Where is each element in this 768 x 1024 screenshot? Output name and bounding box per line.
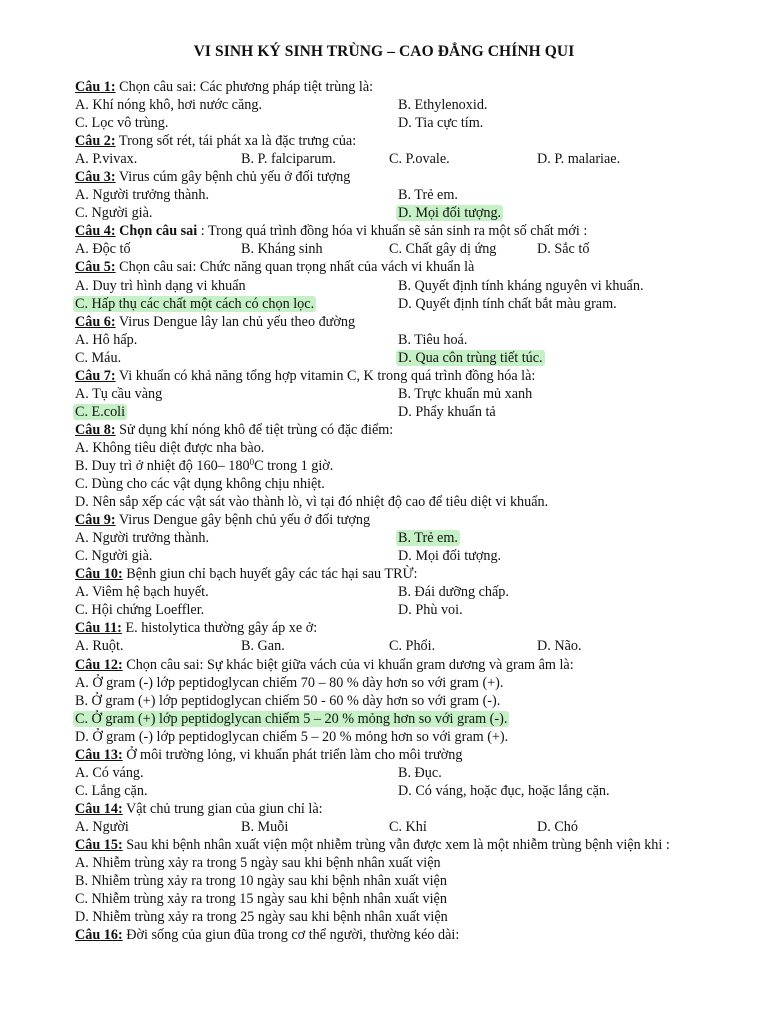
option-row [75,710,755,728]
option-text: B. P. falciparum. [241,151,336,168]
option-row [75,872,755,890]
document-title: VI SINH KÝ SINH TRÙNG – CAO ĐẲNG CHÍNH QUI [193,43,575,60]
option-c[interactable] [75,295,314,313]
question-label: Câu 8: [75,421,116,438]
question-label: Câu 16: [75,927,123,944]
option-row [75,240,755,258]
stem-text: Sử dụng khí nóng khô để tiệt trùng có đặc điểm: [119,421,394,438]
option-text: C. Khỉ [389,818,427,835]
stem-text: Virus cúm gây bệnh chủ yếu ở đối tượng [118,169,351,186]
option-text: A. Người [75,818,129,835]
option-row [75,114,755,132]
option-d[interactable] [398,204,501,222]
option-b[interactable] [75,692,500,710]
option-d[interactable] [398,782,610,800]
question-8 [75,421,755,511]
option-text: D. P. malariae. [537,151,621,168]
option-d[interactable] [537,637,582,655]
option-a[interactable] [75,529,209,547]
option-d[interactable] [398,403,496,421]
stem-text: Bệnh giun chỉ bạch huyết gây các tác hại sau TRỪ: [126,566,418,583]
option-text: B. Trẻ em. [398,187,458,204]
option-a[interactable] [75,96,262,114]
option-text: B. Tiêu hoá. [398,331,468,348]
option-d[interactable] [398,547,501,565]
option-c[interactable] [389,637,435,655]
option-text: C. Dùng cho các vật dụng không chịu nhiệt. [75,476,325,493]
question-3 [75,168,755,222]
option-text: C. Máu. [75,349,122,366]
option-text: C. Hội chứng Loeffler. [75,602,205,619]
question-list [75,78,755,944]
option-c[interactable] [75,547,152,565]
option-row [75,277,755,295]
option-b[interactable] [398,764,442,782]
stem-text: Sau khi bệnh nhân xuất viện một nhiễm trùng vẫn được xem là một nhiễm trùng bệnh viện khi : [126,836,670,853]
question-10 [75,565,755,619]
question-stem [75,132,755,150]
option-b[interactable] [398,385,532,403]
option-row [75,818,755,836]
stem-emphasis: Chọn câu sai [119,223,198,240]
option-text: B. Kháng sinh [241,241,323,258]
question-stem [75,800,755,818]
question-13 [75,746,755,800]
option-text: B. Gan. [241,638,285,655]
question-label: Câu 14: [75,800,123,817]
option-text: C. Hấp thụ các chất một cách có chọn lọc. [75,295,315,312]
option-row [75,475,755,493]
option-text: D. Não. [537,638,582,655]
option-a[interactable] [75,818,129,836]
question-label: Câu 11: [75,620,122,637]
option-a[interactable] [75,674,503,692]
option-a[interactable] [75,854,441,872]
question-stem [75,313,755,331]
option-text: B. Muỗi [241,818,289,835]
stem-text: Chọn câu sai: Các phương pháp tiệt trùng là: [119,79,374,95]
option-a[interactable] [75,439,264,457]
option-row [75,150,755,168]
option-text: D. Phẩy khuẩn tả [398,403,496,420]
option-text: D. Nên sắp xếp các vật sát vào thành lò, vì tại đó nhiệt độ cao để tiêu diệt vi khuẩn. [75,494,549,511]
question-stem [75,619,755,637]
question-label: Câu 7: [75,367,116,384]
option-text: B. Trực khuẩn mủ xanh [398,385,533,402]
option-d[interactable] [75,908,448,926]
option-row [75,547,755,565]
degree-superscript: 0 [249,456,255,467]
question-1 [75,78,755,132]
option-b[interactable] [75,872,447,890]
option-row [75,186,755,204]
option-d[interactable] [537,818,578,836]
stem-text: Ở môi trường lỏng, vi khuẩn phát triển làm cho môi trường [126,746,463,763]
option-c[interactable] [75,349,121,367]
option-text: A. Hô hấp. [75,331,138,348]
option-b[interactable] [241,240,323,258]
option-text: D. Mọi đối tượng. [398,205,502,222]
option-b[interactable] [398,186,458,204]
option-row [75,493,755,511]
option-d[interactable] [398,349,543,367]
option-row [75,96,755,114]
question-2 [75,132,755,168]
option-a[interactable] [75,583,209,601]
question-label: Câu 15: [75,836,123,853]
question-14 [75,800,755,836]
option-text: D. Mọi đối tượng. [398,548,502,565]
option-c[interactable] [389,240,496,258]
stem-text: Virus Dengue lây lan chủ yếu theo đường [118,313,356,330]
option-text: A. Tụ cầu vàng [75,385,163,402]
option-b[interactable] [398,583,509,601]
option-c[interactable] [389,150,450,168]
option-b[interactable] [398,529,458,547]
question-stem [75,511,755,529]
option-text: A. P.vivax. [75,151,138,168]
option-a[interactable] [75,240,131,258]
option-text: A. Nhiễm trùng xảy ra trong 5 ngày sau khi bệnh nhân xuất viện [75,855,441,872]
option-a[interactable] [75,150,137,168]
option-text: C. Chất gây dị ứng [389,241,497,258]
option-b[interactable] [75,457,333,475]
question-stem [75,746,755,764]
option-text: C. Phổi. [389,638,436,655]
option-text: C. Lắng cặn. [75,782,148,799]
option-a[interactable] [75,331,137,349]
question-label: Câu 2: [75,133,116,150]
option-text: D. Qua côn trùng tiết túc. [398,349,543,366]
question-stem [75,656,755,674]
question-label: Câu 3: [75,169,116,186]
option-text: B. Đục. [398,764,442,781]
option-c[interactable] [75,890,447,908]
question-stem [75,168,755,186]
option-c[interactable] [75,114,168,132]
option-text: B. Trẻ em. [398,530,458,547]
question-label: Câu 10: [75,566,123,583]
option-a[interactable] [75,637,123,655]
option-text: C. Người già. [75,548,153,565]
stem-text: Chọn câu sai: Sự khác biệt giữa vách của vi khuẩn gram dương và gram âm là: [126,656,574,673]
option-b[interactable] [398,96,487,114]
option-b[interactable] [241,637,285,655]
option-row [75,439,755,457]
option-row [75,674,755,692]
question-label: Câu 13: [75,746,123,763]
option-text: B. Duy trì ở nhiệt độ 160– $180^0C$ trong 1 giờ. [75,456,334,474]
option-text: A. Duy trì hình dạng vi khuẩn [75,277,246,294]
question-4 [75,222,755,258]
option-row [75,637,755,655]
option-b[interactable] [241,150,336,168]
option-text: B. Ethylenoxid. [398,97,488,114]
option-c[interactable] [75,782,148,800]
stem-text: Vi khuẩn có khả năng tổng hợp vitamin C, K trong quá trình đồng hóa là: [118,367,536,384]
option-text: A. Độc tố [75,241,131,258]
option-c[interactable] [389,818,427,836]
question-label: Câu 6: [75,313,116,330]
option-text: D. Ở gram (-) lớp peptidoglycan chiếm 5 – 20 % mỏng hơn so với gram (+). [75,728,509,745]
stem-text: Trong sốt rét, tái phát xa là đặc trưng của: [118,133,357,150]
option-row [75,583,755,601]
stem-text: : Trong quá trình đồng hóa vi khuẩn sẽ sản sinh ra một số chất mới : [197,223,588,240]
question-stem [75,367,755,385]
question-stem [75,565,755,583]
option-c[interactable] [75,204,152,222]
option-text: A. Viêm hệ bạch huyết. [75,584,209,601]
option-c[interactable] [75,403,125,421]
option-d[interactable] [398,114,483,132]
option-text: B. Đái dưỡng chấp. [398,584,509,601]
option-row [75,295,755,313]
stem-text: Chọn câu sai: Chức năng quan trọng nhất của vách vi khuẩn là [119,259,475,276]
stem-text: Vật chủ trung gian của giun chỉ là: [126,800,323,817]
option-text: C. Lọc vô trùng. [75,115,169,132]
option-d[interactable] [398,601,463,619]
question-label: Câu 1: [75,79,116,95]
option-row [75,854,755,872]
option-row [75,385,755,403]
question-5 [75,258,755,312]
question-7 [75,367,755,421]
option-text: C. Người già. [75,205,153,222]
option-row [75,331,755,349]
option-text: D. Phù voi. [398,602,463,619]
option-text: D. Chó [537,818,578,835]
stem-text: Virus Dengue gây bệnh chủ yếu ở đối tượng [118,512,371,529]
question-stem [75,836,755,854]
option-a[interactable] [75,764,144,782]
option-text: B. Nhiễm trùng xảy ra trong 10 ngày sau khi bệnh nhân xuất viện [75,873,447,890]
option-text: C. E.coli [75,403,126,420]
option-text: D. Tia cực tím. [398,115,484,132]
option-row [75,529,755,547]
option-text: A. Có váng. [75,764,144,781]
option-text: B. Quyết định tính kháng nguyên vi khuẩn. [398,277,644,294]
option-d[interactable] [398,295,617,313]
question-stem [75,222,755,240]
option-row [75,457,755,475]
stem-text: Đời sống của giun đũa trong cơ thể người, thường kéo dài: [126,927,460,944]
question-16 [75,926,755,944]
question-label: Câu 5: [75,259,116,276]
option-a[interactable] [75,277,246,295]
option-text: C. Nhiễm trùng xảy ra trong 15 ngày sau khi bệnh nhân xuất viện [75,891,447,908]
option-row [75,692,755,710]
option-row [75,728,755,746]
option-text: D. Nhiễm trùng xảy ra trong 25 ngày sau khi bệnh nhân xuất viện [75,909,448,926]
option-row [75,204,755,222]
option-text: D. Sắc tố [537,241,590,258]
option-text: D. Có váng, hoặc đục, hoặc lắng cặn. [398,782,610,799]
option-text: C. P.ovale. [389,151,450,168]
question-stem [75,258,755,276]
option-text: D. Quyết định tính chất bắt màu gram. [398,295,617,312]
option-d[interactable] [537,150,620,168]
option-row [75,890,755,908]
option-text: A. Người trưởng thành. [75,187,210,204]
option-d[interactable] [75,493,548,511]
option-b[interactable] [398,277,644,295]
question-11 [75,619,755,655]
question-stem [75,78,755,96]
option-text: C. Ở gram (+) lớp peptidoglycan chiếm 5 – 20 % mỏng hơn so với gram (-). [75,710,508,727]
option-c[interactable] [75,475,325,493]
question-stem [75,421,755,439]
option-text: A. Ruột. [75,638,124,655]
option-row [75,403,755,421]
stem-text: E. histolytica thường gây áp xe ở: [125,620,318,637]
option-text: A. Khí nóng khô, hơi nước căng. [75,97,263,114]
option-row [75,601,755,619]
option-b[interactable] [398,331,467,349]
option-row [75,782,755,800]
question-9 [75,511,755,565]
question-stem [75,926,755,944]
option-d[interactable] [537,240,589,258]
option-d[interactable] [75,728,508,746]
option-c[interactable] [75,601,204,619]
question-15 [75,836,755,926]
option-text: A. Không tiêu diệt được nha bào. [75,439,265,456]
option-text: B. Ở gram (+) lớp peptidoglycan chiếm 50 - 60 % dày hơn so với gram (-). [75,692,501,709]
question-12 [75,656,755,746]
option-row [75,764,755,782]
question-label: Câu 9: [75,512,116,529]
option-row [75,908,755,926]
question-label: Câu 4: [75,223,116,240]
option-text: A. Ở gram (-) lớp peptidoglycan chiếm 70 – 80 % dày hơn so với gram (+). [75,674,504,691]
option-a[interactable] [75,385,162,403]
option-text: A. Người trưởng thành. [75,530,210,547]
option-a[interactable] [75,186,209,204]
option-c[interactable] [75,710,507,728]
option-b[interactable] [241,818,288,836]
option-row [75,349,755,367]
question-6 [75,313,755,367]
question-label: Câu 12: [75,656,123,673]
